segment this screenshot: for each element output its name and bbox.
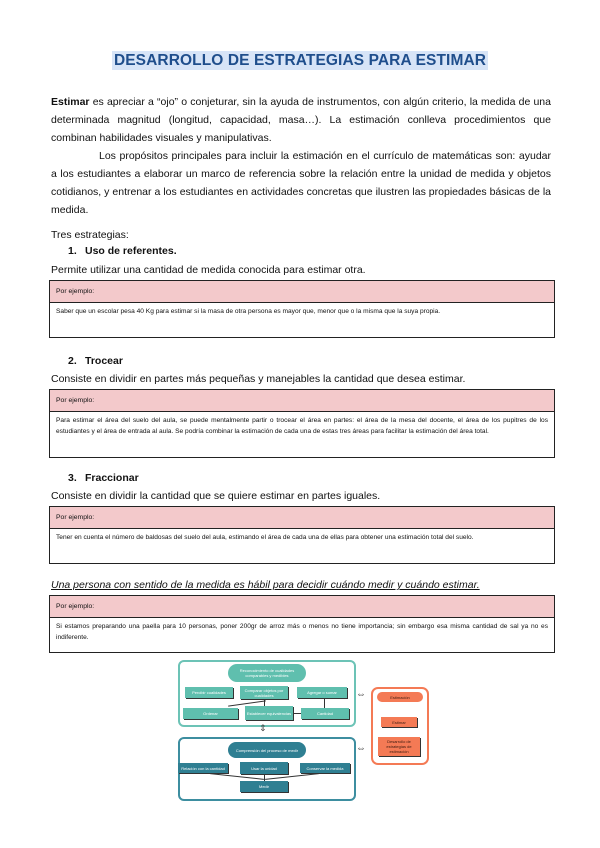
example-label: Por ejemplo: bbox=[50, 596, 554, 618]
diagram-top-group bbox=[178, 660, 356, 727]
strategy-3-heading bbox=[68, 472, 139, 484]
diagram-node-strategies: Desarrollo de estrategias de estimación bbox=[378, 737, 420, 756]
diagram-node-add: Agregar o sumar bbox=[297, 687, 347, 698]
purposes-paragraph: Los propósitos principales para incluir la estimación en el currículo de matemáticas son: ayudar a los estudiantes a elaborar un marco de referencia sobre la relación entre la unidad de medida y objetos cotidianos, y entrenar a los estudiantes en actividades concretas que ilustren las propiedades básicas de la medida. bbox=[51, 150, 551, 216]
connector-arrow bbox=[265, 773, 319, 780]
strategy-name: Uso de referentes. bbox=[85, 245, 177, 257]
example-label: Por ejemplo: bbox=[50, 390, 554, 412]
example-box-3 bbox=[49, 506, 555, 564]
double-arrow-horizontal-icon: ⇔ bbox=[356, 689, 366, 700]
double-arrow-horizontal-icon: ⇔ bbox=[356, 743, 366, 754]
example-box-2 bbox=[49, 389, 555, 458]
example-box-1 bbox=[49, 280, 555, 338]
diagram-node-recognition: Reconocimiento de cualidades comparables y medibles bbox=[228, 664, 306, 682]
intro-paragraph bbox=[51, 93, 551, 147]
intro-text: es apreciar a “ojo” o conjeturar, sin la ayuda de instrumentos, con algún criterio, la medida de una determinada magnitud (longitud, capacidad, masa…). La estimación conlleva procedimientos que combinan habilidades visuales y manipulativas. bbox=[51, 96, 551, 144]
strategy-2-heading bbox=[68, 355, 123, 367]
strategy-3-description: Consiste en dividir la cantidad que se quiere estimar en partes iguales. bbox=[51, 490, 381, 502]
diagram-node-equivalences: Establecer equivalencias bbox=[245, 706, 293, 720]
example-label: Por ejemplo: bbox=[50, 281, 554, 303]
strategy-name: Fraccionar bbox=[85, 472, 139, 484]
diagram-right-group bbox=[371, 687, 429, 765]
term-estimar: Estimar bbox=[51, 96, 90, 108]
strategy-number: 1. bbox=[68, 245, 77, 257]
diagram-node-relation: Relación con la cantidad bbox=[178, 763, 228, 773]
diagram-node-compare: Comparar objetos por cualidades bbox=[240, 686, 288, 699]
closing-statement: Una persona con sentido de la medida es hábil para decidir cuándo medir y cuándo estimar. bbox=[51, 579, 480, 591]
strategy-1-description: Permite utilizar una cantidad de medida conocida para estimar otra. bbox=[51, 264, 366, 276]
strategy-number: 2. bbox=[68, 355, 77, 367]
diagram-node-understanding: Comprensión del proceso de medir bbox=[228, 742, 306, 758]
double-arrow-vertical-icon: ⇕ bbox=[259, 723, 267, 733]
strategy-name: Trocear bbox=[85, 355, 123, 367]
example-text: Tener en cuenta el número de baldosas del suelo del aula, estimando el área de cada una de ellas para obtener una estimación total del suelo. bbox=[56, 534, 474, 541]
diagram-node-unit: Usar la unidad bbox=[240, 762, 288, 774]
example-text: Para estimar el área del suelo del aula, se puede mentalmente partir o trocear el área en partes: el área de la mesa del docente, el área de los pupitres de los estudiantes y el área de entrada al aula. Se podría combinar la estimación de cada una de estas tres áreas para facilitar la estimación del área total. bbox=[56, 417, 548, 435]
diagram-node-conserve: Conservar la medida bbox=[300, 763, 350, 773]
diagram-node-measure: Medir bbox=[240, 781, 288, 792]
diagram-node-quantity: Cantidad bbox=[301, 708, 349, 719]
strategies-label: Tres estrategias: bbox=[51, 229, 129, 241]
connector-arrow bbox=[264, 774, 265, 781]
strategy-number: 3. bbox=[68, 472, 77, 484]
document-title bbox=[0, 52, 600, 70]
connector-arrow bbox=[324, 698, 325, 708]
example-label: Por ejemplo: bbox=[50, 507, 554, 529]
connector-arrow bbox=[210, 773, 264, 780]
diagram-node-estimation: Estimación bbox=[377, 692, 423, 702]
measurement-diagram bbox=[178, 660, 438, 800]
connector-arrow bbox=[264, 699, 265, 706]
example-box-4 bbox=[49, 595, 555, 653]
connector-arrow bbox=[293, 713, 301, 714]
diagram-node-estimate: Estimar bbox=[381, 717, 417, 727]
strategy-1-heading bbox=[68, 245, 177, 257]
example-text: Saber que un escolar pesa 40 Kg para estimar si la masa de otra persona es mayor que, menor que o la misma que la suya propia. bbox=[56, 308, 441, 315]
strategy-2-description: Consiste en dividir en partes más pequeñas y manejables la cantidad que desea estimar. bbox=[51, 373, 466, 385]
diagram-node-perceive: Percibir cualidades bbox=[185, 687, 233, 698]
diagram-bottom-group bbox=[178, 737, 356, 801]
title-text: DESARROLLO DE ESTRATEGIAS PARA ESTIMAR bbox=[113, 52, 487, 69]
diagram-node-order: Ordenar bbox=[183, 708, 238, 719]
example-text: Si estamos preparando una paella para 10 personas, poner 200gr de arroz más o menos no tiene importancia; sin embargo esa misma cantidad de sal ya no es indiferente. bbox=[56, 623, 548, 641]
